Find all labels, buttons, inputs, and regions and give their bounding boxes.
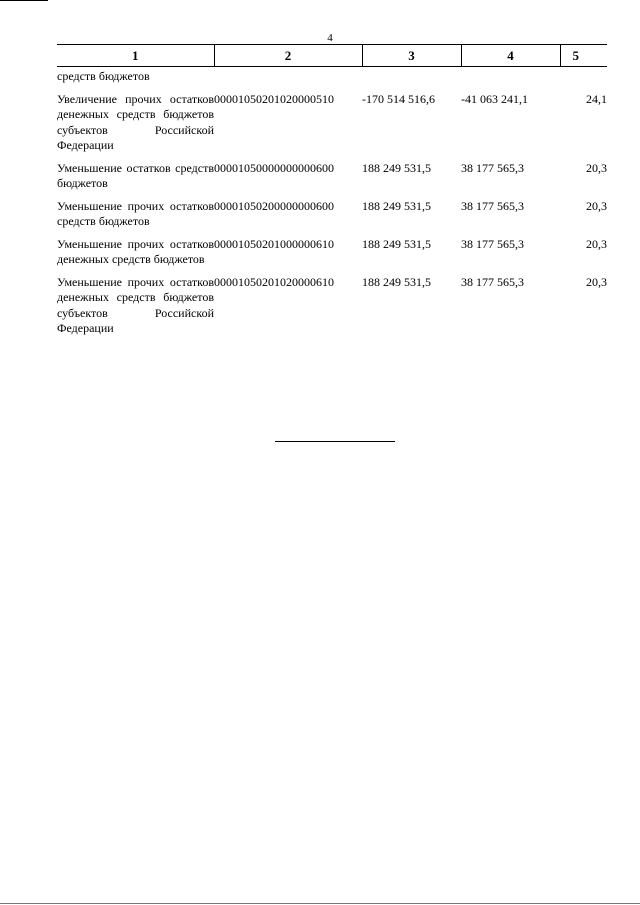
table-row (57, 268, 607, 337)
row-name: Уменьшение остатков средств бюджетов (57, 160, 214, 190)
row-value-3: 188 249 531,5 (362, 160, 431, 175)
row-code: 00001050200000000600 (214, 198, 334, 213)
row-code: 00001050201000000610 (214, 236, 334, 251)
row-value-5: 24,1 (586, 91, 607, 106)
budget-sources-table (57, 44, 607, 337)
row-name: Уменьшение прочих остатков денежных средств бюджетов (57, 236, 214, 266)
column-header-2: 2 (214, 45, 362, 67)
row-value-3: 188 249 531,5 (362, 198, 431, 213)
row-value-4: -41 063 241,1 (461, 91, 528, 106)
end-of-document-rule (275, 441, 395, 442)
row-value-4: 38 177 565,3 (461, 236, 524, 251)
table-row (57, 67, 607, 85)
row-code: 00001050201020000610 (214, 274, 334, 289)
page-number: 4 (327, 32, 333, 44)
row-value-3: -170 514 516,6 (362, 91, 435, 106)
row-value-4: 38 177 565,3 (461, 274, 524, 289)
row-name: Уменьшение прочих остатков денежных средств бюджетов субъектов Российской Федерации (57, 274, 214, 335)
row-value-5: 20,3 (586, 198, 607, 213)
row-value-4 (461, 67, 560, 85)
bottom-edge-rule (0, 903, 640, 904)
row-value-5: 20,3 (586, 160, 607, 175)
row-value-4: 38 177 565,3 (461, 198, 524, 213)
column-header-5: 5 (560, 45, 607, 67)
column-header-1: 1 (57, 45, 214, 67)
row-value-3: 188 249 531,5 (362, 274, 431, 289)
row-name: средств бюджетов (57, 69, 150, 83)
row-value-4: 38 177 565,3 (461, 160, 524, 175)
table-row (57, 85, 607, 154)
row-name: Уменьшение прочих остатков средств бюджетов (57, 198, 214, 228)
table-row (57, 230, 607, 268)
row-value-5 (560, 67, 607, 85)
top-edge-rule (0, 0, 48, 1)
table-row (57, 154, 607, 192)
row-value-3 (362, 67, 461, 85)
row-name: Увеличение прочих остатков денежных средств бюджетов субъектов Российской Федерации (57, 91, 214, 152)
row-value-5: 20,3 (586, 274, 607, 289)
table-row (57, 192, 607, 230)
column-header-4: 4 (461, 45, 560, 67)
row-code: 00001050000000000600 (214, 160, 334, 175)
table-header-row (57, 45, 607, 67)
row-code: 00001050201020000510 (214, 91, 334, 106)
row-value-5: 20,3 (586, 236, 607, 251)
row-code (214, 67, 362, 85)
column-header-3: 3 (362, 45, 461, 67)
row-value-3: 188 249 531,5 (362, 236, 431, 251)
